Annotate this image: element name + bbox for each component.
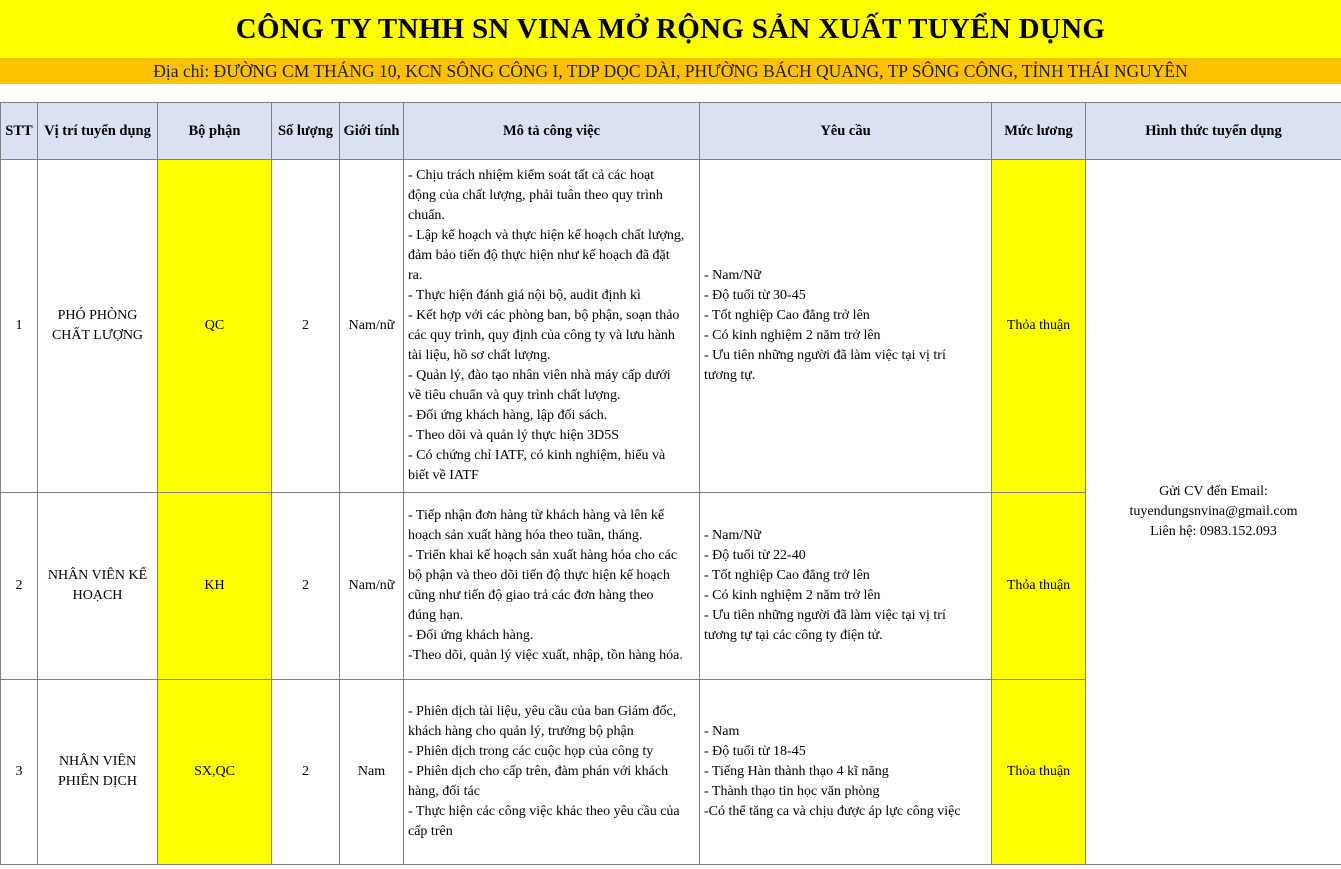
cell-requirements (700, 680, 992, 865)
col-header-gender: Giới tính (340, 103, 404, 160)
description-line: cũng như tiến độ giao trả các đơn hàng theo (408, 588, 654, 603)
description-line: biết về IATF (408, 468, 479, 483)
description-line: hoạch sản xuất hàng hóa theo tuần, tháng. (408, 528, 643, 543)
cell-stt: 2 (1, 493, 38, 680)
col-header-position: Vị trí tuyển dụng (38, 103, 158, 160)
table-row (1, 160, 1341, 493)
col-header-description: Mô tả công việc (404, 103, 700, 160)
cell-description (404, 160, 700, 493)
cell-department: QC (158, 160, 272, 493)
cell-description (404, 680, 700, 865)
col-header-department: Bộ phận (158, 103, 272, 160)
requirement-line: - Độ tuổi từ 18-45 (704, 744, 806, 759)
description-line: - Chịu trách nhiệm kiểm soát tất cả các hoạt (408, 168, 655, 183)
contact-email: tuyendungsnvina@gmail.com (1129, 504, 1298, 519)
job-table (0, 102, 1341, 865)
table-header-row (1, 103, 1341, 160)
cell-salary: Thỏa thuận (992, 493, 1086, 680)
requirement-line: - Ưu tiên những người đã làm việc tại vị trí (704, 608, 946, 623)
col-header-recruitment-method: Hình thức tuyển dụng (1086, 103, 1341, 160)
requirement-line: - Ưu tiên những người đã làm việc tại vị trí (704, 348, 946, 363)
requirement-line: - Thành thạo tin học văn phòng (704, 784, 880, 799)
page-title: CÔNG TY TNHH SN VINA MỞ RỘNG SẢN XUẤT TUYỂN DỤNG (0, 0, 1341, 58)
description-line: - Tiếp nhận đơn hàng từ khách hàng và lên kế (408, 508, 665, 523)
requirement-line: - Nam (704, 724, 740, 739)
cell-gender: Nam/nữ (340, 160, 404, 493)
requirement-line: - Tiếng Hàn thành thạo 4 kĩ năng (704, 764, 889, 779)
description-line: - Phiên dịch tài liệu, yêu cầu của ban Giám đốc, (408, 704, 677, 719)
company-address: Địa chỉ: ĐƯỜNG CM THÁNG 10, KCN SÔNG CÔNG I, TDP DỌC DÀI, PHƯỜNG BÁCH QUANG, TP SÔNG CÔNG, TỈNH THÁI NGUYÊN (0, 58, 1341, 84)
description-line: động của chất lượng, phải tuân theo quy trình (408, 188, 663, 203)
description-line: -Theo dõi, quản lý việc xuất, nhập, tồn hàng hóa. (408, 648, 683, 663)
requirement-line: tương tự tại các công ty điện tử. (704, 628, 883, 643)
cell-quantity: 2 (272, 680, 340, 865)
description-line: đúng hạn. (408, 608, 464, 623)
description-line: - Đối ứng khách hàng. (408, 628, 534, 643)
description-line: bộ phận và theo dõi tiến độ thực hiện kế hoạch (408, 568, 670, 583)
description-line: cấp trên (408, 824, 453, 839)
description-line: - Quản lý, đào tạo nhân viên nhà máy cấp dưới (408, 368, 671, 383)
description-line: - Kết hợp với các phòng ban, bộ phận, soạn thảo (408, 308, 680, 323)
description-line: - Theo dõi và quản lý thực hiện 3D5S (408, 428, 620, 443)
requirement-line: - Tốt nghiệp Cao đẳng trở lên (704, 308, 870, 323)
col-header-salary: Mức lương (992, 103, 1086, 160)
cell-position: PHÓ PHÒNG CHẤT LƯỢNG (38, 160, 158, 493)
requirement-line: - Tốt nghiệp Cao đẳng trở lên (704, 568, 870, 583)
cell-position: NHÂN VIÊN PHIÊN DỊCH (38, 680, 158, 865)
cell-requirements (700, 493, 992, 680)
cell-quantity: 2 (272, 160, 340, 493)
description-line: chuẩn. (408, 208, 445, 223)
description-line: - Thực hiện các công việc khác theo yêu cầu của (408, 804, 680, 819)
cell-department: KH (158, 493, 272, 680)
description-line: đảm bảo tiến độ thực hiện như kế hoạch đã đặt (408, 248, 670, 263)
description-line: - Phiên dịch trong các cuộc họp của công ty (408, 744, 654, 759)
requirement-line: - Nam/Nữ (704, 268, 761, 283)
description-line: - Triển khai kế hoạch sản xuất hàng hóa cho các (408, 548, 678, 563)
contact-phone: Liên hệ: 0983.152.093 (1150, 524, 1277, 539)
col-header-requirements: Yêu cầu (700, 103, 992, 160)
contact-instruction: Gửi CV đến Email: (1159, 484, 1268, 499)
cell-salary: Thỏa thuận (992, 680, 1086, 865)
requirement-line: - Có kinh nghiệm 2 năm trở lên (704, 328, 881, 343)
col-header-quantity: Số lượng (272, 103, 340, 160)
description-line: các quy trình, quy định của công ty và lưu hành (408, 328, 675, 343)
cell-stt: 1 (1, 160, 38, 493)
cell-stt: 3 (1, 680, 38, 865)
cell-salary: Thỏa thuận (992, 160, 1086, 493)
description-line: về tiêu chuẩn và quy trình chất lượng. (408, 388, 621, 403)
description-line: - Phiên dịch cho cấp trên, đàm phán với khách (408, 764, 669, 779)
col-header-stt: STT (1, 103, 38, 160)
requirement-line: - Độ tuổi từ 22-40 (704, 548, 806, 563)
cell-description (404, 493, 700, 680)
cell-quantity: 2 (272, 493, 340, 680)
cell-gender: Nam (340, 680, 404, 865)
spacer-row (0, 84, 1341, 102)
description-line: ra. (408, 268, 423, 283)
requirement-line: - Có kinh nghiệm 2 năm trở lên (704, 588, 881, 603)
description-line: - Thực hiện đánh giá nội bộ, audit định kì (408, 288, 641, 303)
cell-gender: Nam/nữ (340, 493, 404, 680)
cell-requirements (700, 160, 992, 493)
description-line: tài liệu, hồ sơ chất lượng. (408, 348, 551, 363)
requirement-line: - Nam/Nữ (704, 528, 761, 543)
requirement-line: -Có thể tăng ca và chịu được áp lực công việc (704, 804, 961, 819)
requirement-line: tương tự. (704, 368, 756, 383)
description-line: - Đối ứng khách hàng, lập đối sách. (408, 408, 608, 423)
cell-recruitment-method (1086, 160, 1341, 865)
description-line: khách hàng cho quản lý, trưởng bộ phận (408, 724, 634, 739)
description-line: hàng, đối tác (408, 784, 480, 799)
description-line: - Lập kế hoạch và thực hiện kế hoạch chất lượng, (408, 228, 685, 243)
description-line: - Có chứng chỉ IATF, có kinh nghiệm, hiểu và (408, 448, 666, 463)
cell-position: NHÂN VIÊN KẾ HOẠCH (38, 493, 158, 680)
requirement-line: - Độ tuổi từ 30-45 (704, 288, 806, 303)
cell-department: SX,QC (158, 680, 272, 865)
